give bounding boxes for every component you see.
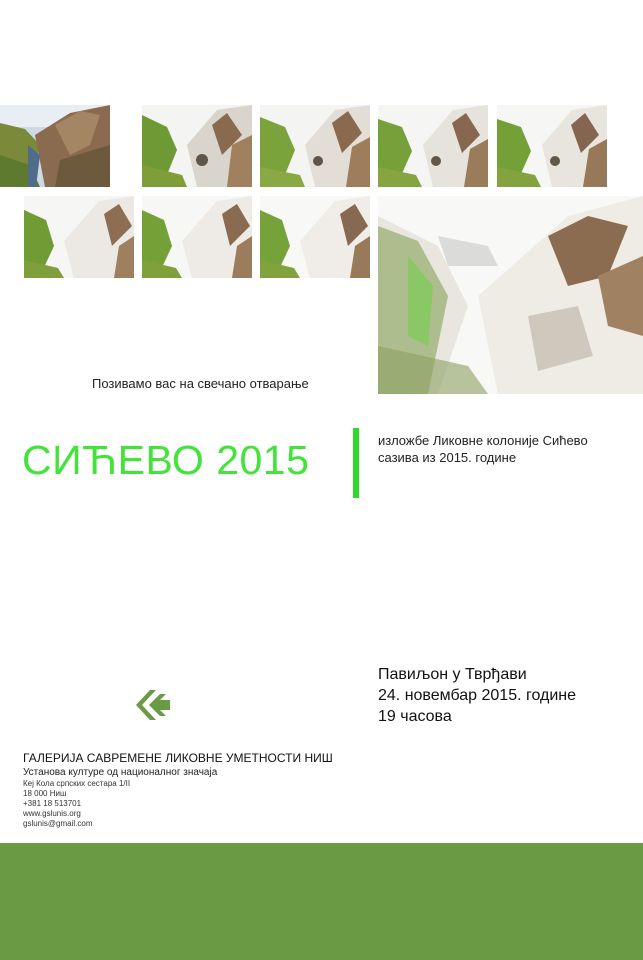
organization-address bbox=[23, 779, 130, 829]
gorge-photo-original bbox=[0, 105, 110, 187]
invitation-text: Позивамо вас на свечано отварање bbox=[92, 376, 309, 391]
gorge-photo-snow-2 bbox=[260, 105, 370, 187]
gallery-logo-icon bbox=[136, 690, 170, 720]
venue-location: Павиљон у Тврђави bbox=[378, 666, 527, 683]
phone-line: +381 18 513701 bbox=[23, 799, 82, 808]
gorge-photo-snow-5 bbox=[24, 196, 134, 278]
exhibition-title: СИЋЕВО 2015 bbox=[22, 437, 310, 483]
gorge-photo-snow-large bbox=[378, 196, 643, 394]
gorge-photo-snow-1 bbox=[142, 105, 252, 187]
gorge-photo-snow-7 bbox=[260, 196, 370, 278]
organization-subtitle: Установа културе од националног значаја bbox=[23, 767, 218, 778]
email-link[interactable]: gslunis@gmail.com bbox=[23, 819, 93, 828]
subtitle-line: сазива из 2015. године bbox=[378, 450, 517, 465]
subtitle-line: изложбе Ликовне колоније Сићево bbox=[378, 433, 588, 448]
website-link[interactable]: www.gslunis.org bbox=[23, 809, 81, 818]
organization-name: ГАЛЕРИЈА САВРЕМЕНЕ ЛИКОВНЕ УМЕТНОСТИ НИШ bbox=[23, 751, 333, 765]
address-line: Кеј Кола српских сестара 1/II bbox=[23, 779, 131, 788]
gorge-photo-snow-6 bbox=[142, 196, 252, 278]
venue-time: 19 часова bbox=[378, 708, 452, 725]
gorge-photo-snow-4 bbox=[497, 105, 607, 187]
gorge-photo-snow-3 bbox=[378, 105, 488, 187]
venue-info bbox=[378, 664, 576, 727]
venue-date: 24. новембар 2015. године bbox=[378, 687, 577, 704]
footer-band bbox=[0, 843, 643, 960]
accent-divider bbox=[353, 428, 359, 498]
address-line: 18 000 Ниш bbox=[23, 789, 67, 798]
exhibition-subtitle bbox=[378, 432, 588, 466]
